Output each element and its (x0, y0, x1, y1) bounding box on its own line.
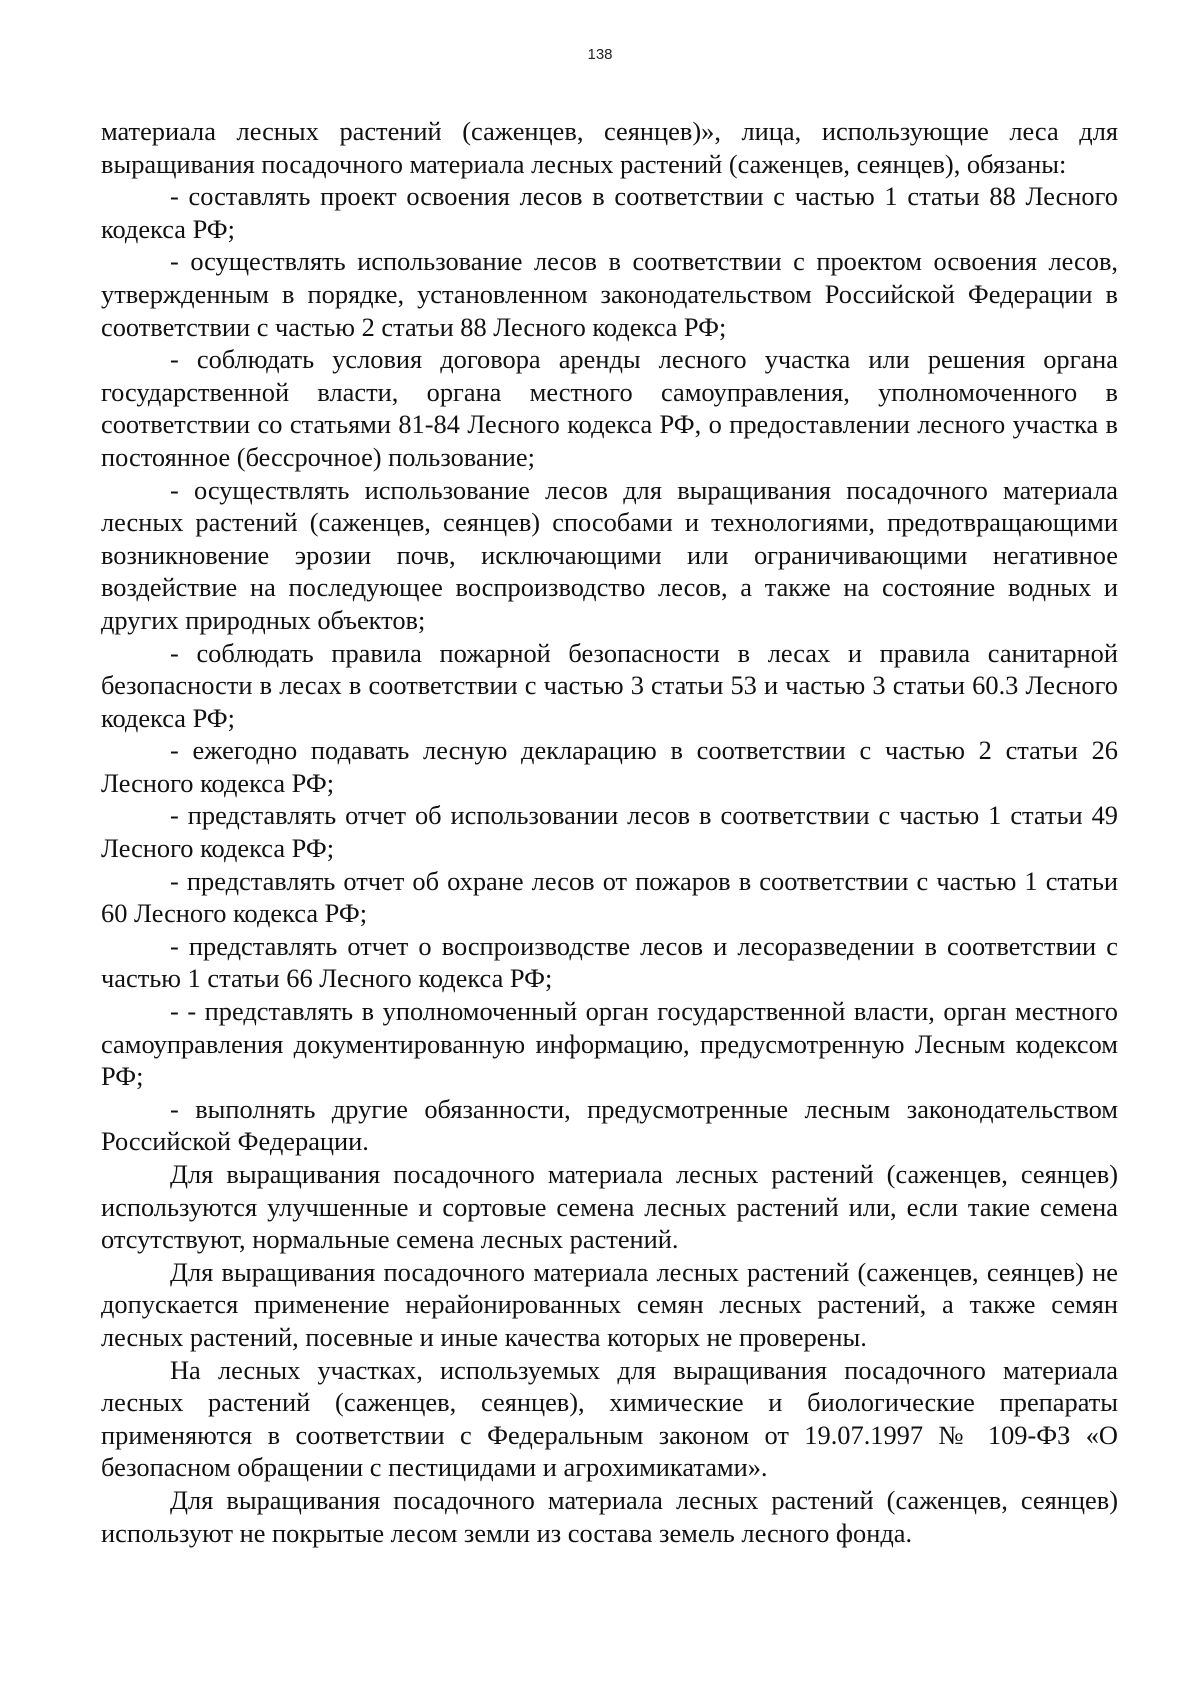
document-body (101, 115, 1118, 1549)
paragraph: - соблюдать правила пожарной безопасности в лесах и правила санитарной безопасности в лесах в соответствии с частью 3 статьи 53 и частью 3 статьи 60.3 Лесного кодекса РФ; (101, 637, 1118, 733)
paragraph: - осуществлять использование лесов в соответствии с проектом освоения лесов, утвержденным в порядке, установленном законодательством Российской Федерации в соответствии с частью 2 статьи 88 Лесного кодекса РФ; (101, 246, 1118, 342)
paragraph: Для выращивания посадочного материала лесных растений (саженцев, сеянцев) не допускается применение нерайонированных семян лесных растений, а также семян лесных растений, посевные и иные качества которых не проверены. (101, 1256, 1118, 1352)
paragraph: - осуществлять использование лесов для выращивания посадочного материала лесных растений (саженцев, сеянцев) способами и технологиями, предотвращающими возникновение эрозии почв, исключающими или ограничивающими негативное воздействие на последующее воспроизводство лесов, а также на состояние водных и других природных объектов; (101, 474, 1118, 635)
paragraph: - ежегодно подавать лесную декларацию в соответствии с частью 2 статьи 26 Лесного кодекса РФ; (101, 735, 1118, 798)
paragraph: - представлять отчет об охране лесов от пожаров в соответствии с частью 1 статьи 60 Лесного кодекса РФ; (101, 865, 1118, 929)
paragraph: - соблюдать условия договора аренды лесного участка или решения органа государственной власти, органа местного самоуправления, уполномоченного в соответствии со статьями 81-84 Лесного кодекса РФ, о предоставлении лесного участка в постоянное (бессрочное) пользование; (101, 344, 1118, 472)
page-number: 138 (587, 46, 613, 63)
paragraph: - - представлять в уполномоченный орган государственной власти, орган местного самоуправления документированную информацию, предусмотренную Лесным кодексом РФ; (101, 996, 1118, 1092)
paragraph: На лесных участках, используемых для выращивания посадочного материала лесных растений (саженцев, сеянцев), химические и биологические препараты применяются в соответствии с Федеральным законом от 19.07.1997 № 109-ФЗ «О безопасном обращении с пестицидами и агрохимикатами». (101, 1354, 1118, 1483)
paragraph: - выполнять другие обязанности, предусмотренные лесным законодательством Российской Федерации. (101, 1093, 1118, 1157)
paragraph: - представлять отчет о воспроизводстве лесов и лесоразведении в соответствии с частью 1 статьи 66 Лесного кодекса РФ; (101, 930, 1118, 994)
paragraph: - представлять отчет об использовании лесов в соответствии с частью 1 статьи 49 Лесного кодекса РФ; (101, 800, 1118, 864)
paragraph: материала лесных растений (саженцев, сеянцев)», лица, использующие леса для выращивания посадочного материала лесных растений (саженцев, сеянцев), обязаны: (101, 116, 1118, 179)
paragraph: Для выращивания посадочного материала лесных растений (саженцев, сеянцев) используются улучшенные и сортовые семена лесных растений или, если такие семена отсутствуют, нормальные семена лесных растений. (101, 1159, 1118, 1255)
paragraph: - составлять проект освоения лесов в соответствии с частью 1 статьи 88 Лесного кодекса РФ; (101, 181, 1118, 244)
paragraph: Для выращивания посадочного материала лесных растений (саженцев, сеянцев) используют не покрытые лесом земли из состава земель лесного фонда. (101, 1484, 1118, 1548)
